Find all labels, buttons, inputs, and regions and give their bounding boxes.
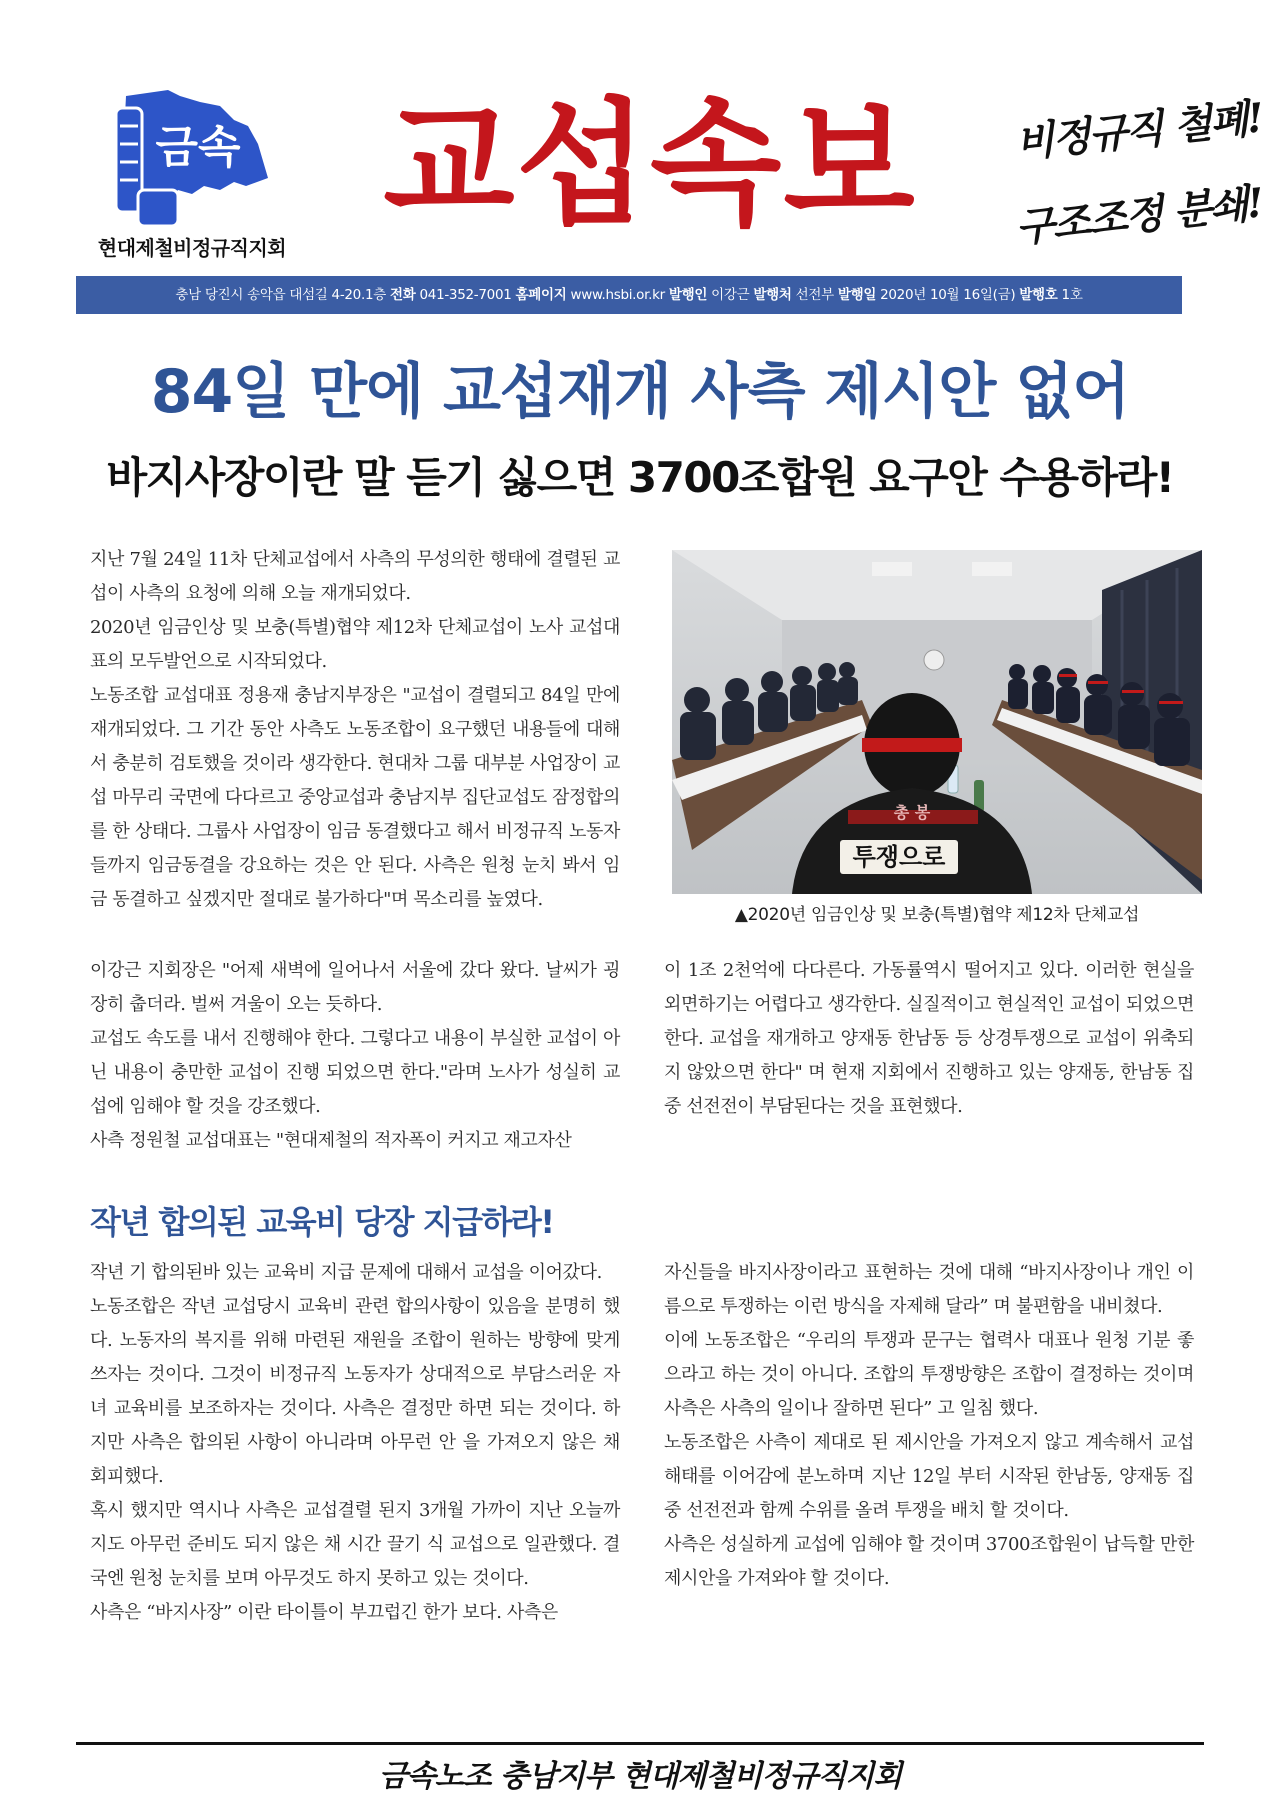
paragraph: 이 1조 2천억에 다다른다. 가동률역시 떨어지고 있다. 이러한 현실을 외면하기는 어렵다고 생각한다. 실질적이고 현실적인 교섭이 되었으면 한다. 교섭을 재개하고 양재동 한남동 등 상경투쟁으로 교섭이 위축되지 않았으면 한다" 며 현재 지회에서 진행하고 있는 양재동, 한남동 집중 선전전이 부담된다는 것을 표현했다. [664, 960, 1194, 1117]
union-logo [108, 86, 278, 236]
vest-text: 투쟁으로 [852, 843, 946, 871]
publish-date: 2020년 10월 16일(금) [880, 287, 1016, 303]
slogan-line-2: 구조조정 분쇄! [1013, 179, 1265, 252]
paragraph: 이에 노동조합은 “우리의 투쟁과 문구는 협력사 대표나 원청 기분 좋으라고 하는 것이 아니다. 조합의 투쟁방향은 조합이 결정하는 것이며 사측은 사측의 일이나 잘하면 된다” 고 일침 했다. [664, 1330, 1194, 1419]
publication-info-bar [76, 276, 1182, 314]
homepage-label: 홈페이지 [515, 287, 567, 303]
main-headline: 84일 만에 교섭재개 사측 제시안 없어 [150, 357, 1130, 427]
paragraph: 노동조합은 작년 교섭당시 교육비 관련 합의사항이 있음을 분명히 했다. 노동자의 복지를 위해 마련된 재원을 조합이 원하는 방향에 맞게 쓰자는 것이다. 그것이 비정규직 노동자가 상대적으로 부담스러운 자녀 교육비를 보조하자는 것이다. 사측은 결정만 하면 되는 것이다. 하지만 사측은 합의된 사항이 아니라며 아무런 안 을 가져오지 않은 채 회피했다. [90, 1296, 620, 1487]
phone-label: 전화 [390, 287, 416, 303]
footer-signature: 금속노조 충남지부 현대제철비정규직지회 [378, 1759, 902, 1794]
paragraph: 지난 7월 24일 11차 단체교섭에서 사측의 무성의한 행태에 결렬된 교섭이 사측의 요청에 의해 오늘 재개되었다. [90, 549, 620, 604]
phone: 041-352-7001 [419, 287, 512, 303]
slogan-line-1: 비정규직 철폐! [1013, 94, 1265, 167]
address: 충남 당진시 송악읍 대섬길 4-20.1층 [175, 287, 386, 303]
union-logo-graphic [108, 86, 278, 236]
section-heading: 작년 합의된 교육비 당장 지급하라! [90, 1203, 554, 1241]
sub-headline: 바지사장이란 말 듣기 싫으면 3700조합원 요구안 수용하라! [106, 453, 1174, 502]
newsletter-title: 교섭속보 [383, 86, 917, 244]
paragraph: 이강근 지회장은 "어제 새벽에 일어나서 서울에 갔다 왔다. 날씨가 굉장히 춥더라. 벌써 겨울이 오는 듯하다. [90, 960, 620, 1015]
logo-text: 금속 [155, 122, 241, 173]
footer-divider [76, 1742, 1204, 1745]
issue-label: 발행호 [1019, 287, 1058, 303]
date-label: 발행일 [837, 287, 877, 303]
paragraph: 작년 기 합의된바 있는 교육비 지급 문제에 대해서 교섭을 이어갔다. [90, 1262, 602, 1283]
paragraph: 교섭도 속도를 내서 진행해야 한다. 그렇다고 내용이 부실한 교섭이 아닌 내용이 충만한 교섭이 진행 되었으면 한다."라며 노사가 성실히 교섭에 임해야 할 것을 강조했다. [90, 1028, 620, 1117]
paragraph: 노동조합 교섭대표 정용재 충남지부장은 "교섭이 결렬되고 84일 만에 재개되었다. 그 기간 동안 사측도 노동조합이 요구했던 내용들에 대해서 충분히 검토했을 것이라 생각한다. 현대차 그룹 대부분 사업장이 교섭 마무리 국면에 다다르고 중앙교섭과 충남지부 집단교섭도 잠정합의를 한 상태다. 그룹사 사업장이 임금 동결했다고 해서 비정규직 노동자들까지 임금동결을 강요하는 것은 안 된다. 사측은 원청 눈치 봐서 임금 동결하고 싶겠지만 절대로 불가하다"며 목소리를 높였다. [90, 685, 620, 910]
headband-text: 총 봉 [893, 803, 931, 822]
paragraph: 사측은 성실하게 교섭에 임해야 할 것이며 3700조합원이 납득할 만한 제시안을 가져와야 할 것이다. [664, 1534, 1194, 1589]
paragraph: 2020년 임금인상 및 보충(특별)협약 제12차 단체교섭이 노사 교섭대표의 모두발언으로 시작되었다. [90, 617, 620, 672]
article-intro [90, 543, 620, 917]
publisher: 이강근 [711, 287, 750, 303]
section-right-column [664, 1256, 1194, 1596]
photo-caption: ▲2020년 임금인상 및 보충(특별)협약 제12차 단체교섭 [734, 905, 1140, 925]
meeting-room-illustration [672, 550, 1202, 894]
paragraph: 노동조합은 사측이 제대로 된 제시안을 가져오지 않고 계속해서 교섭해태를 이어감에 분노하며 지난 12일 부터 시작된 한남동, 양재동 집중 선전전과 함께 수위를 올려 투쟁을 배치 할 것이다. [664, 1432, 1194, 1521]
section-left-column [90, 1256, 620, 1630]
issue-number: 1호 [1061, 287, 1083, 303]
issuer-label: 발행처 [753, 287, 792, 303]
branch-name: 현대제철비정규직지회 [97, 236, 287, 260]
paragraph: 사측은 “바지사장” 이란 타이틀이 부끄럽긴 한가 보다. 사측은 [90, 1602, 558, 1623]
negotiation-photo [672, 550, 1202, 894]
paragraph: 자신들을 바지사장이라고 표현하는 것에 대해 “바지사장이나 개인 이름으로 투쟁하는 이런 방식을 자제해 달라” 며 불편함을 내비쳤다. [664, 1262, 1194, 1317]
article-left-column [90, 954, 620, 1158]
issuer: 선전부 [795, 287, 834, 303]
paragraph: 사측 정원철 교섭대표는 "현대제철의 적자폭이 커지고 재고자산 [90, 1130, 572, 1151]
article-right-column [664, 954, 1194, 1124]
paragraph: 혹시 했지만 역시나 사측은 교섭결렬 된지 3개월 가까이 지난 오늘까지도 아무런 준비도 되지 않은 채 시간 끌기 식 교섭으로 일관했다. 결국엔 원청 눈치를 보며 아무것도 하지 못하고 있는 것이다. [90, 1500, 620, 1589]
publisher-label: 발행인 [668, 287, 708, 303]
homepage-link[interactable]: www.hsbi.or.kr [570, 287, 665, 303]
